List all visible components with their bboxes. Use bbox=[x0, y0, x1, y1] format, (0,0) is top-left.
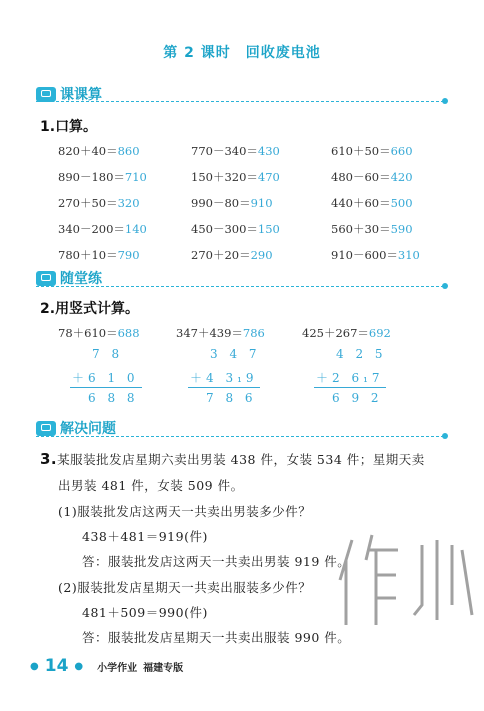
expression: 560＋30＝ bbox=[331, 222, 391, 236]
expression: 347＋439＝ bbox=[176, 326, 243, 340]
vertical-result: 6 9 2 bbox=[332, 391, 383, 405]
answer: 860 bbox=[117, 144, 140, 158]
dot-icon: ● bbox=[74, 660, 84, 672]
sub-question-1: (1)服装批发店这两天一共卖出男装多少件？ bbox=[58, 504, 312, 519]
answer: 710 bbox=[124, 170, 147, 184]
answer: 290 bbox=[250, 248, 273, 262]
answer: 786 bbox=[242, 326, 265, 340]
answer: 688 bbox=[117, 326, 140, 340]
answer: 320 bbox=[117, 196, 140, 210]
expression: 610＋50＝ bbox=[331, 144, 391, 158]
calc-2: 481＋509＝990(件) bbox=[82, 605, 208, 620]
graduation-cap-icon bbox=[36, 421, 56, 436]
vertical-addend: ＋4 3₁9 bbox=[190, 371, 258, 385]
question-2-heading: 2.用竖式计算。 bbox=[40, 301, 140, 317]
page-number: 14 bbox=[44, 656, 69, 676]
oral-calc-item bbox=[331, 143, 413, 159]
footer bbox=[30, 656, 183, 676]
expression: 990－80＝ bbox=[191, 196, 251, 210]
question-3-line-1: 3.某服装批发店星期六卖出男装 438 件，女装 534 件；星期天卖 bbox=[40, 450, 425, 468]
answer: 590 bbox=[390, 222, 413, 236]
oral-calc-item bbox=[58, 247, 140, 263]
answer: 500 bbox=[390, 196, 413, 210]
expression: 270＋50＝ bbox=[58, 196, 118, 210]
section-divider bbox=[36, 286, 444, 287]
section-jiejuewenti bbox=[36, 418, 116, 438]
expression: 440＋60＝ bbox=[331, 196, 391, 210]
answer: 660 bbox=[390, 144, 413, 158]
section-title: 解决问题 bbox=[60, 421, 116, 437]
vertical-calc-equation bbox=[176, 325, 265, 341]
oral-calc-item bbox=[58, 221, 147, 237]
section-title: 随堂练 bbox=[60, 271, 102, 287]
oral-calc-item bbox=[191, 169, 280, 185]
oral-calc-item bbox=[58, 169, 147, 185]
edition: 福建专版 bbox=[143, 662, 184, 674]
answer: 140 bbox=[124, 222, 147, 236]
answer: 430 bbox=[257, 144, 280, 158]
book-name: 小学作业 bbox=[97, 662, 138, 674]
oral-calc-item bbox=[331, 247, 420, 263]
expression: 770－340＝ bbox=[191, 144, 258, 158]
answer: 420 bbox=[390, 170, 413, 184]
oral-calc-item bbox=[58, 143, 140, 159]
sub-question-2: (2)服装批发店星期天一共卖出服装多少件？ bbox=[58, 580, 312, 595]
dot-icon: ● bbox=[30, 660, 39, 672]
vertical-divider-line bbox=[70, 387, 142, 388]
oral-calc-item bbox=[191, 143, 280, 159]
expression: 78＋610＝ bbox=[58, 326, 118, 340]
vertical-top-number: 4 2 5 bbox=[336, 347, 387, 361]
expression: 425＋267＝ bbox=[302, 326, 369, 340]
expression: 820＋40＝ bbox=[58, 144, 118, 158]
expression: 910－600＝ bbox=[331, 248, 398, 262]
oral-calc-item bbox=[331, 169, 413, 185]
expression: 890－180＝ bbox=[58, 170, 125, 184]
oral-calc-item bbox=[191, 221, 280, 237]
watermark-glyphs bbox=[332, 520, 484, 640]
oral-calc-item bbox=[191, 195, 273, 211]
oral-calc-item bbox=[331, 221, 413, 237]
section-divider bbox=[36, 436, 444, 437]
question-1-heading: 1.口算。 bbox=[40, 119, 98, 135]
section-divider bbox=[36, 101, 444, 102]
vertical-top-number: 3 4 7 bbox=[210, 347, 261, 361]
graduation-cap-icon bbox=[36, 87, 56, 102]
vertical-divider-line bbox=[188, 387, 260, 388]
vertical-addend: ＋2 6₁7 bbox=[316, 371, 384, 385]
vertical-addend: ＋6 1 0 bbox=[72, 371, 139, 385]
page-title: 第 2 课时 回收废电池 bbox=[163, 45, 321, 61]
oral-calc-item bbox=[331, 195, 413, 211]
expression: 480－60＝ bbox=[331, 170, 391, 184]
vertical-calc-equation bbox=[302, 325, 391, 341]
expression: 340－200＝ bbox=[58, 222, 125, 236]
expression: 450－300＝ bbox=[191, 222, 258, 236]
answer: 692 bbox=[368, 326, 391, 340]
question-3-line-2: 出男装 481 件，女装 509 件。 bbox=[58, 478, 244, 493]
answer: 470 bbox=[257, 170, 280, 184]
watermark bbox=[332, 520, 484, 640]
vertical-top-number: 7 8 bbox=[92, 347, 124, 361]
section-title: 课课算 bbox=[60, 87, 102, 103]
vertical-result: 6 8 8 bbox=[88, 391, 139, 405]
answer-2: 答：服装批发店星期天一共卖出服装 990 件。 bbox=[82, 630, 351, 645]
oral-calc-item bbox=[191, 247, 273, 263]
calc-1: 438＋481＝919(件) bbox=[82, 529, 208, 544]
graduation-cap-icon bbox=[36, 271, 56, 286]
section-suitanglian bbox=[36, 268, 102, 288]
vertical-calc-equation bbox=[58, 325, 140, 341]
vertical-result: 7 8 6 bbox=[206, 391, 257, 405]
answer-1: 答：服装批发店这两天一共卖出男装 919 件。 bbox=[82, 554, 351, 569]
vertical-divider-line bbox=[314, 387, 386, 388]
answer: 150 bbox=[257, 222, 280, 236]
answer: 910 bbox=[250, 196, 273, 210]
expression: 780＋10＝ bbox=[58, 248, 118, 262]
expression: 150＋320＝ bbox=[191, 170, 258, 184]
answer: 790 bbox=[117, 248, 140, 262]
oral-calc-item bbox=[58, 195, 140, 211]
answer: 310 bbox=[397, 248, 420, 262]
expression: 270＋20＝ bbox=[191, 248, 251, 262]
